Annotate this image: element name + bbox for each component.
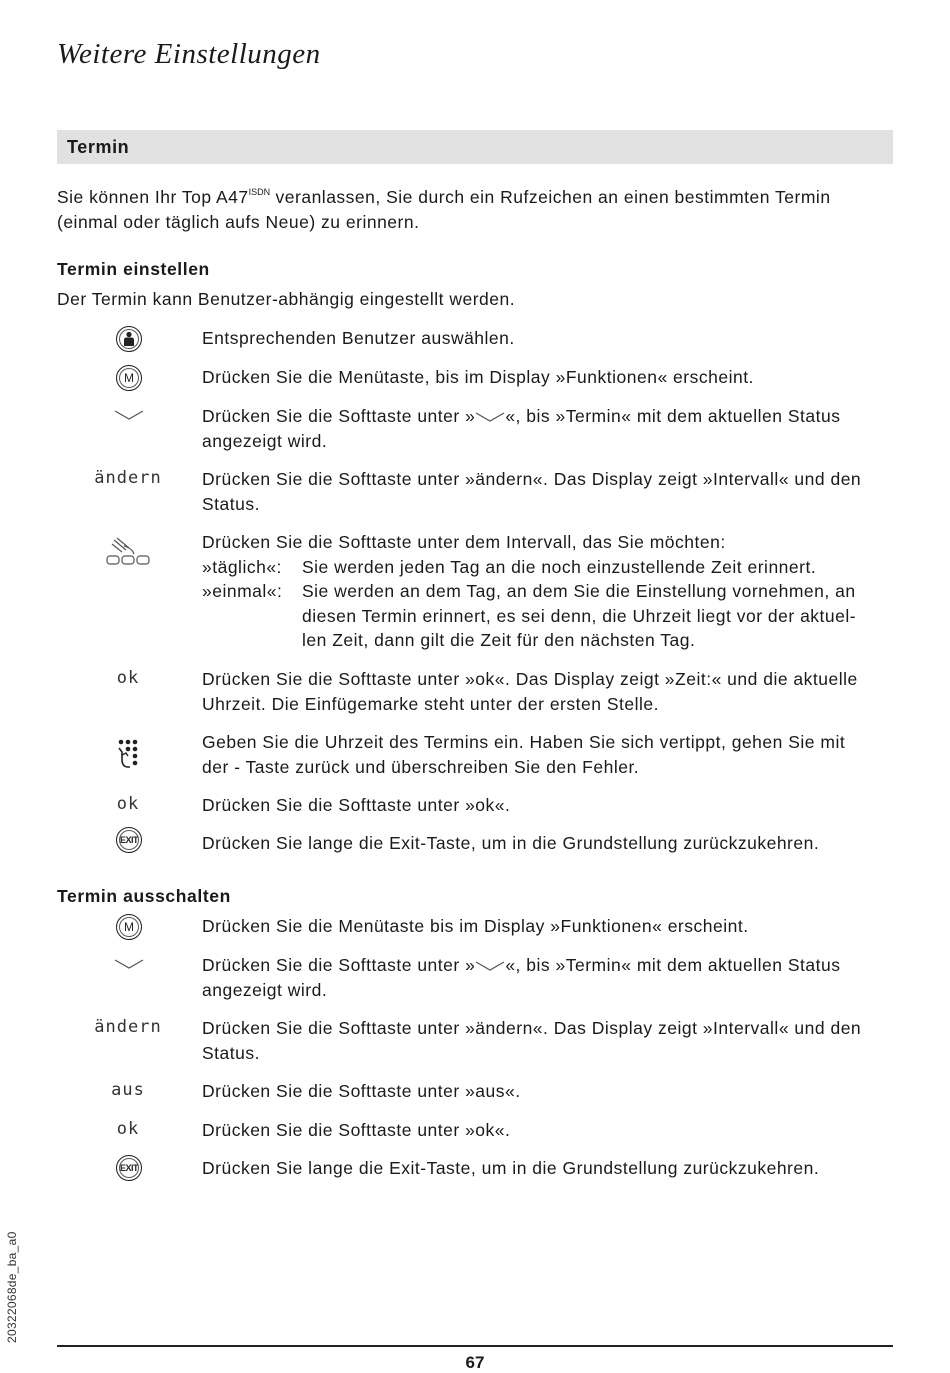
menu-key-label: M xyxy=(124,371,134,385)
option-taeglich-text: Sie werden jeden Tag an die noch einzustellende Zeit erinnert. xyxy=(302,556,817,577)
footer-rule xyxy=(57,1345,893,1347)
einstellen-step-4-b: Status. xyxy=(202,493,260,514)
softkey-aendern-label-2: ändern xyxy=(94,1017,162,1037)
einstellen-step-7-b: der - Taste zurück und überschreiben Sie den Fehler. xyxy=(202,756,640,777)
ausschalten-step-5: Drücken Sie die Softtaste unter »ok«. xyxy=(202,1120,511,1140)
intro-text xyxy=(57,180,831,234)
chevron-down-icon-2 xyxy=(114,957,144,971)
ausschalten-step-2-c: angezeigt wird. xyxy=(202,979,328,1000)
intro-after: veranlassen, Sie durch ein Rufzeichen an einen bestimmten Termin xyxy=(270,187,831,207)
einstellen-step-6-a: Drücken Sie die Softtaste unter »ok«. Das Display zeigt »Zeit:« und die aktuelle xyxy=(202,669,858,689)
ausschalten-step-3-a: Drücken Sie die Softtaste unter »ändern«. Das Display zeigt »Intervall« und den xyxy=(202,1018,862,1038)
einstellen-step-2: Drücken Sie die Menütaste, bis im Display »Funktionen« erscheint. xyxy=(202,367,754,387)
einstellen-step-5-text: Drücken Sie die Softtaste unter dem Intervall, das Sie möchten: xyxy=(202,532,726,552)
page-header-title: Weitere Einstellungen xyxy=(57,38,321,70)
exit-key-icon xyxy=(116,827,142,853)
einstellen-step-1: Entsprechenden Benutzer auswählen. xyxy=(202,328,515,348)
softkey-press-icon xyxy=(104,536,154,568)
intro-before: Sie können Ihr Top A47 xyxy=(57,187,249,207)
einstellen-step-7 xyxy=(202,730,845,779)
page-number: 67 xyxy=(465,1353,485,1372)
einstellen-step-6-b: Uhrzeit. Die Einfügemarke steht unter der ersten Stelle. xyxy=(202,693,659,714)
einstellen-step-4-a: Drücken Sie die Softtaste unter »ändern«. Das Display zeigt »Intervall« und den xyxy=(202,469,862,489)
option-einmal-text: Sie werden an dem Tag, an dem Sie die Einstellung vornehmen, an xyxy=(302,581,856,601)
softkey-ok-label-2: ok xyxy=(116,794,140,814)
intro-line2: (einmal oder täglich aufs Neue) zu erinnern. xyxy=(57,211,420,232)
einstellen-step-4 xyxy=(202,467,861,516)
option-einmal-line2: diesen Termin erinnert, es sei denn, die Uhrzeit liegt vor der aktuel- xyxy=(302,605,857,626)
softkey-ok-label: ok xyxy=(116,668,140,688)
einstellen-step-3-a: Drücken Sie die Softtaste unter » xyxy=(202,406,476,426)
section-title: Termin xyxy=(67,137,130,157)
document-id: 20322068de_ba_a0 xyxy=(5,1231,19,1343)
ausschalten-step-2-b: «, bis »Termin« mit dem aktuellen Status xyxy=(505,955,841,975)
einstellen-step-6 xyxy=(202,667,858,716)
ausschalten-step-2-a: Drücken Sie die Softtaste unter » xyxy=(202,955,476,975)
einstellen-step-8: Drücken Sie die Softtaste unter »ok«. xyxy=(202,795,511,815)
ausschalten-step-3-b: Status. xyxy=(202,1042,260,1063)
einstellen-step-3-b: «, bis »Termin« mit dem aktuellen Status xyxy=(505,406,841,426)
exit-key-label: EXIT xyxy=(119,835,138,845)
einstellen-step-5 xyxy=(202,530,856,653)
inline-chevron-icon xyxy=(475,411,505,423)
keypad-icon xyxy=(114,737,144,771)
ausschalten-step-1: Drücken Sie die Menütaste bis im Display »Funktionen« erscheint. xyxy=(202,916,749,936)
softkey-aendern-label: ändern xyxy=(94,468,162,488)
chevron-down-icon xyxy=(114,408,144,422)
intro-sup: ISDN xyxy=(248,187,271,197)
exit-key-icon-2 xyxy=(116,1155,142,1181)
option-einmal-label: »einmal«: xyxy=(202,581,283,601)
softkey-ok-label-3: ok xyxy=(116,1119,140,1139)
einstellen-step-3-c: angezeigt wird. xyxy=(202,430,328,451)
einstellen-lead: Der Termin kann Benutzer-abhängig eingestellt werden. xyxy=(57,289,516,309)
subheading-ausschalten: Termin ausschalten xyxy=(57,886,231,906)
inline-chevron-icon-2 xyxy=(475,960,505,972)
option-einmal-line3: len Zeit, dann gilt die Zeit für den nächsten Tag. xyxy=(302,630,696,650)
ausschalten-step-4: Drücken Sie die Softtaste unter »aus«. xyxy=(202,1081,521,1101)
ausschalten-step-2 xyxy=(202,953,840,1002)
user-key-icon xyxy=(116,326,142,352)
menu-key-icon-2 xyxy=(116,914,142,940)
menu-key-icon xyxy=(116,365,142,391)
einstellen-step-7-a: Geben Sie die Uhrzeit des Termins ein. Haben Sie sich vertippt, gehen Sie mit xyxy=(202,732,846,752)
ausschalten-step-3 xyxy=(202,1016,861,1065)
subheading-einstellen: Termin einstellen xyxy=(57,259,210,279)
section-bar xyxy=(57,130,893,164)
softkey-aus-label: aus xyxy=(111,1080,145,1100)
option-taeglich-label: »täglich«: xyxy=(202,556,282,577)
exit-key-label-2: EXIT xyxy=(119,1163,138,1173)
ausschalten-step-6: Drücken Sie lange die Exit-Taste, um in die Grundstellung zurückzukehren. xyxy=(202,1158,820,1178)
menu-key-label-2: M xyxy=(124,920,134,934)
einstellen-step-9: Drücken Sie lange die Exit-Taste, um in die Grundstellung zurückzukehren. xyxy=(202,833,820,853)
einstellen-step-3 xyxy=(202,404,840,453)
